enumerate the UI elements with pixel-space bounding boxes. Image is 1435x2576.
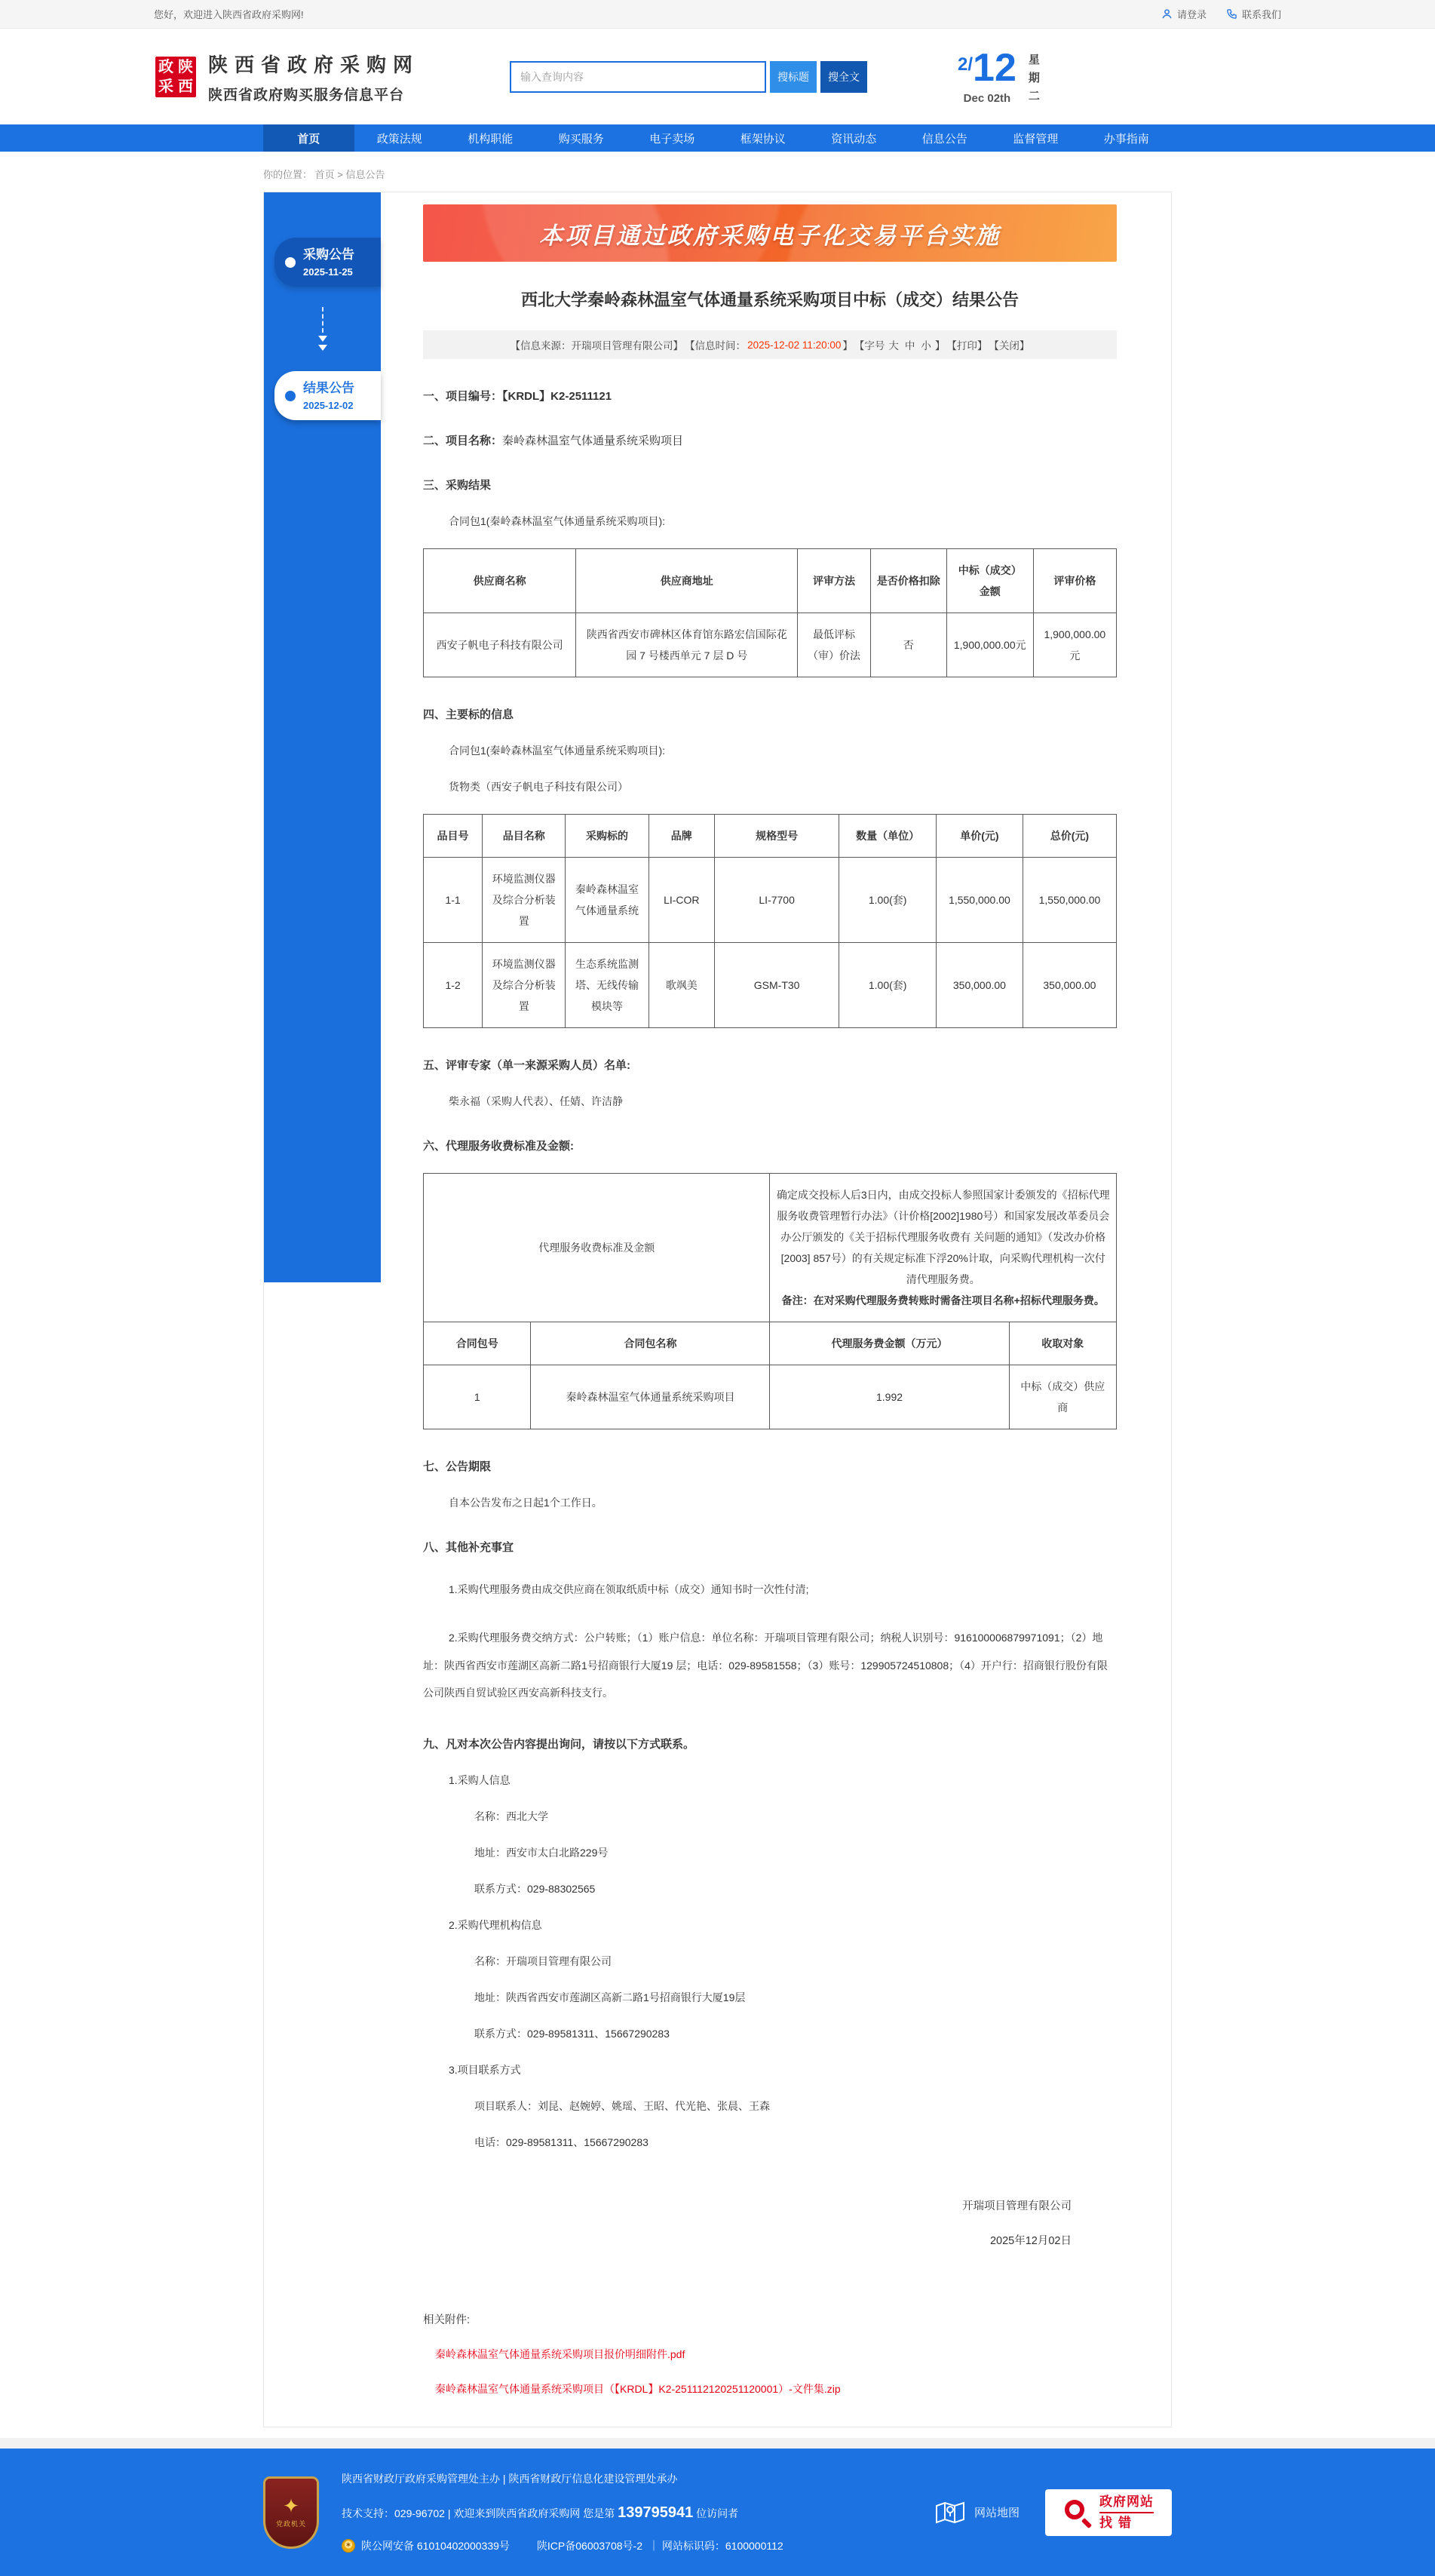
section-8-heading: 八、其他补充事宜: [423, 1541, 514, 1554]
site-title: 陕西省政府采购网: [208, 53, 420, 76]
date-widget: [958, 45, 1040, 106]
logo-char: 政: [158, 58, 173, 75]
contact-group-title: 2.采购代理机构信息: [449, 1918, 542, 1931]
search-fulltext-button[interactable]: 搜全文: [820, 61, 867, 93]
bid-items-table: [423, 814, 1117, 1028]
party-government-emblem: ✦ 党政机关: [263, 2476, 319, 2549]
breadcrumb: [263, 152, 1172, 192]
print-button[interactable]: 【打印】: [946, 340, 988, 352]
table-header-row: 品目号 品目名称 采购标的 品牌 规格型号 数量（单位） 单价(元) 总价(元): [424, 815, 1117, 858]
banner-text: 本项目通过政府采购电子化交易平台实施: [539, 222, 1001, 249]
timeline-dot: [285, 391, 296, 401]
table-row: 西安子帆电子科技有限公司 陕西省西安市碑林区体育馆东路宏信国际花园 7 号楼西单元 7 层 D 号 最低评标（审）价法 否 1,900,000.00元 1,900,000.00 元: [424, 613, 1117, 677]
section-7-heading: 七、公告期限: [423, 1460, 492, 1473]
package-note: 合同包1(秦岭森林温室气体通量系统采购项目):: [449, 745, 665, 757]
welcome-text: 您好，欢迎进入陕西省政府采购网!: [154, 9, 304, 20]
section-1-project-number: 一、项目编号：【KRDL】K2-2511121: [423, 390, 612, 403]
procurement-result-table: [423, 548, 1117, 677]
footer-support-line: 技术支持：029-96702 | 欢迎来到陕西省政府采购网 您是第 139795941 位访问者: [342, 2504, 739, 2521]
nav-item-purchase-services[interactable]: 购买服务: [558, 132, 604, 146]
site-logo[interactable]: [154, 55, 198, 99]
section-2-project-name: 二、项目名称：秦岭森林温室气体通量系统采购项目: [423, 434, 684, 447]
footer-divider: [0, 2438, 1435, 2449]
table-row: 1 秦岭森林温室气体通量系统采购项目 1.992 中标（成交）供应商: [424, 1365, 1117, 1429]
table-header-row: 供应商名称 供应商地址 评审方法 是否价格扣除 中标（成交）金额 评审价格: [424, 549, 1117, 613]
map-icon: [935, 2500, 965, 2525]
supplement-paragraph-2: 2.采购代理服务费交纳方式：公户转账；（1）账户信息：单位名称：开瑞项目管理有限公司；纳税人识别号：916100006879971091；（2）地址：陕西省西安市莲湖区高新二路1号招商银行大厦19 层；电话：029-89581558；（3）账号：129905724510808；（4）开户行：招商银行股份有限公司陕西自贸试验区西安高新科技支行。: [423, 1632, 1108, 1699]
signature-company: 开瑞项目管理有限公司: [962, 2200, 1072, 2212]
search-bar: [510, 61, 867, 93]
logo-char: 采: [158, 78, 173, 95]
nav-item-supervision[interactable]: 监督管理: [1013, 132, 1059, 146]
article-content: [381, 192, 1171, 2427]
section-9-heading: 九、凡对本次公告内容提出询问，请按以下方式联系。: [423, 1737, 695, 1751]
info-time-value: 2025-12-02 11:20:00: [747, 339, 842, 351]
weekday-label: 星 期 二: [1028, 53, 1040, 103]
info-time-suffix: 】: [842, 340, 853, 352]
logo-char: 西: [178, 78, 193, 95]
contact-link[interactable]: [1226, 7, 1281, 21]
contact-line: 联系方式：029-89581311、15667290283: [474, 2027, 670, 2040]
site-code: ｜ 网站标识码：6100000112: [648, 2539, 783, 2552]
section-4-heading: 四、主要标的信息: [423, 708, 514, 721]
platform-banner: [423, 204, 1117, 262]
info-source: 【信息来源：开瑞项目管理有限公司】: [510, 340, 684, 352]
fontsize-large-button[interactable]: 大: [888, 340, 899, 352]
breadcrumb-current-link[interactable]: 信息公告: [345, 169, 385, 180]
breadcrumb-prefix: 你的位置：: [263, 169, 313, 180]
login-link[interactable]: [1161, 7, 1207, 21]
magnifier-icon: [1063, 2498, 1092, 2527]
contact-line: 名称：开瑞项目管理有限公司: [474, 1954, 612, 1967]
close-button[interactable]: 【关闭】: [989, 340, 1030, 352]
breadcrumb-separator: >: [337, 169, 343, 180]
login-label: 请登录: [1176, 9, 1207, 20]
table-header-row: 合同包号 合同包名称 代理服务费金额（万元） 收取对象: [424, 1322, 1117, 1365]
page-title: 西北大学秦岭森林温室气体通量系统采购项目中标（成交）结果公告: [520, 290, 1019, 309]
fee-description-cell: 确定成交投标人后3日内，由成交投标人参照国家计委颁发的《招标代理 服务收费管理暂行办法》（计价格[2002]1980号）和国家发展改革委员会办公厅颁发的《关于招标代理服务收费有 关问题的通知》（发改办价格[2003] 857号）的有关规定标准下浮20%计取，向采购代理机构一次付清代理服务费。 备注：在对采购代理服务费转账时需备注项目名称+招标代理服务费。: [770, 1174, 1117, 1322]
attachments-section: [423, 2311, 1117, 2396]
nav-item-announcements[interactable]: 信息公告: [921, 132, 967, 146]
footer-registration-line: [342, 2532, 935, 2559]
contact-line: 地址：西安市太白北路229号: [474, 1846, 609, 1859]
search-input[interactable]: [510, 61, 766, 93]
signature-date: 2025年12月02日: [989, 2234, 1072, 2247]
nav-item-e-marketplace[interactable]: 电子卖场: [649, 132, 695, 146]
timeline-dot: [285, 257, 296, 268]
search-title-button[interactable]: 搜标题: [770, 61, 817, 93]
date-day-prefix: 2/: [958, 54, 974, 75]
site-header: [0, 29, 1435, 124]
site-footer: [0, 2449, 1435, 2576]
public-security-filing-link[interactable]: 陕公网安备 61010402000339号: [361, 2539, 510, 2552]
nav-item-policies[interactable]: 政策法规: [376, 132, 422, 146]
notice-period: 自本公告发布之日起1个工作日。: [449, 1497, 603, 1509]
top-bar: [0, 0, 1435, 29]
agency-fee-table: [423, 1173, 1117, 1429]
table-row: 1-2 环境监测仪器及综合分析装置 生态系统监测塔、无线传输模块等 歌飒美 GSM-T30 1.00(套) 350,000.00 350,000.00: [424, 943, 1117, 1028]
nav-item-functions[interactable]: 机构职能: [468, 132, 514, 146]
breadcrumb-home-link[interactable]: 首页: [314, 169, 335, 180]
category-note: 货物类（西安子帆电子科技有限公司）: [449, 781, 628, 793]
contact-line: 名称：西北大学: [474, 1810, 548, 1822]
section-6-heading: 六、代理服务收费标准及金额:: [423, 1140, 574, 1153]
signature-block: [423, 2189, 1117, 2259]
website-error-report-badge[interactable]: 政府网站 找错: [1045, 2489, 1172, 2536]
user-icon: [1161, 8, 1173, 20]
contact-label: 联系我们: [1241, 9, 1281, 20]
fee-description-row: [424, 1174, 1117, 1322]
nav-item-framework-agreement[interactable]: 框架协议: [740, 132, 786, 146]
timeline-arrow-icon: [264, 293, 381, 365]
visitor-count: 139795941: [618, 2504, 694, 2521]
icp-filing-link[interactable]: 陕ICP备06003708号-2: [536, 2539, 642, 2552]
supplement-paragraph-1: 1.采购代理服务费由成交供应商在领取纸质中标（成交）通知书时一次性付清;: [449, 1583, 809, 1595]
fontsize-small-button[interactable]: 小: [921, 340, 931, 352]
nav-item-guide[interactable]: 办事指南: [1103, 132, 1149, 146]
footer-organizer-line: 陕西省财政厅政府采购管理处主办 | 陕西省财政厅信息化建设管理处承办: [342, 2473, 678, 2485]
timeline-item-procurement-notice[interactable]: 采购公告 2025-11-25: [274, 238, 381, 287]
sitemap-link[interactable]: 网站地图: [935, 2500, 1020, 2525]
contact-line: 联系方式：029-88302565: [474, 1882, 596, 1895]
emblem-star-icon: ✦: [283, 2495, 299, 2518]
main-container: [263, 192, 1172, 2427]
police-badge-icon: ✶: [342, 2539, 355, 2553]
nav-item-news[interactable]: 资讯动态: [831, 132, 877, 146]
site-subtitle: 陕西省政府购买服务信息平台: [208, 87, 405, 103]
contact-line: 电话：029-89581311、15667290283: [474, 2135, 649, 2148]
contact-group-title: 3.项目联系方式: [449, 2063, 521, 2076]
attachments-title: 相关附件:: [423, 2314, 471, 2327]
fontsize-medium-button[interactable]: 中: [904, 340, 915, 352]
nav-item-home[interactable]: 首页: [263, 124, 354, 152]
fee-label-cell: 代理服务收费标准及金额: [424, 1174, 770, 1322]
timeline-sidebar: [264, 192, 381, 1282]
package-note: 合同包1(秦岭森林温室气体通量系统采购项目):: [449, 515, 665, 527]
attachment-link-pdf[interactable]: 秦岭森林温室气体通量系统采购项目报价明细附件.pdf: [435, 2348, 685, 2361]
phone-icon: [1226, 8, 1237, 20]
date-english: Dec 02th: [963, 91, 1011, 105]
contact-group-title: 1.采购人信息: [449, 1773, 511, 1786]
logo-char: 陕: [178, 58, 193, 75]
experts-list: 柴永福（采购人代表）、任婧、许洁静: [449, 1095, 623, 1107]
section-5-heading: 五、评审专家（单一来源采购人员）名单:: [423, 1059, 630, 1072]
date-month: 12: [973, 45, 1016, 90]
fontsize-prefix: 【字号: [854, 340, 885, 352]
fontsize-suffix: 】: [934, 340, 946, 352]
contact-line: 地址：陕西省西安市莲湖区高新二路1号招商银行大厦19层: [474, 1991, 746, 2003]
main-nav: [0, 124, 1435, 152]
contact-line: 项目联系人：刘昆、赵婉婷、姚瑶、王昭、代光艳、张晨、王森: [474, 2099, 770, 2112]
section-3-heading: 三、采购结果: [423, 479, 492, 492]
timeline-item-result-notice[interactable]: 结果公告 2025-12-02: [274, 371, 381, 420]
table-row: 1-1 环境监测仪器及综合分析装置 秦岭森林温室气体通量系统 LI-COR LI-7700 1.00(套) 1,550,000.00 1,550,000.00: [424, 858, 1117, 943]
info-time-prefix: 【信息时间：: [685, 340, 747, 352]
attachment-link-zip[interactable]: 秦岭森林温室气体通量系统采购项目（【KRDL】K2-251112120251120001）-文件集.zip: [435, 2383, 841, 2396]
article-meta-bar: [423, 330, 1117, 359]
